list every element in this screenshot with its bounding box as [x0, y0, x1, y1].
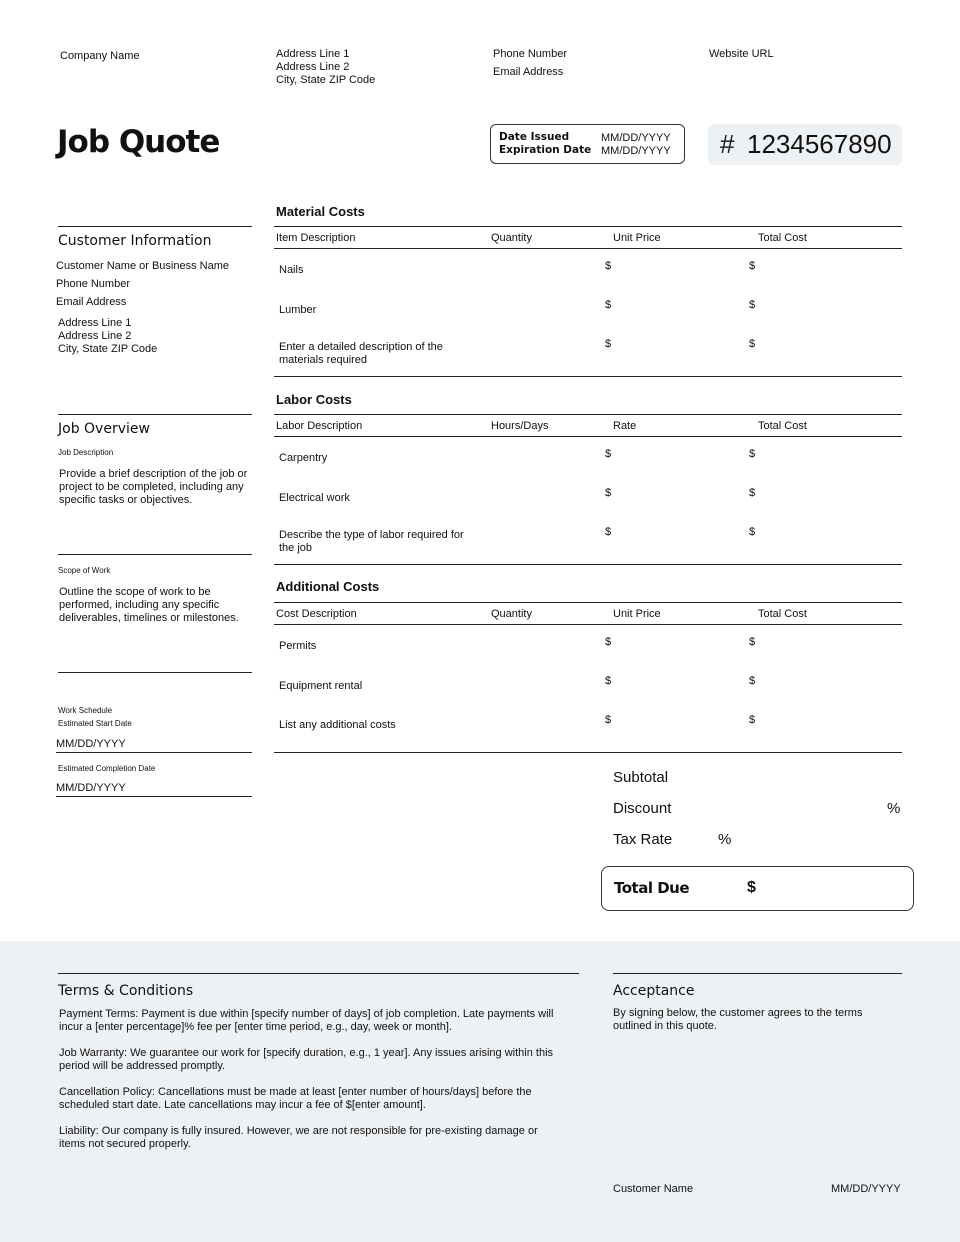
company-address — [276, 48, 375, 87]
terms-heading: Terms & Conditions — [58, 983, 194, 999]
customer-heading: Customer Information — [58, 233, 212, 249]
terms-warranty: Job Warranty: We guarantee our work for [specify duration, e.g., 1 year]. Any issues arising within this period will be addressed promptly. — [59, 1047, 554, 1072]
material-row-total[interactable]: $ — [749, 260, 756, 272]
material-header-top-rule — [274, 226, 902, 227]
terms-divider — [58, 973, 579, 974]
job-overview-divider — [58, 414, 252, 415]
company-email: Email Address — [493, 66, 564, 78]
additional-header-top-rule — [274, 602, 902, 603]
signature-date[interactable]: MM/DD/YYYY — [831, 1183, 901, 1195]
company-phone: Phone Number — [493, 48, 567, 60]
date-issued-value[interactable]: MM/DD/YYYY — [601, 132, 671, 144]
start-date-value[interactable]: MM/DD/YYYY — [56, 738, 126, 750]
customer-address-line-2: Address Line 2 — [58, 330, 132, 342]
material-row-unit-price[interactable]: $ — [605, 338, 612, 350]
material-row-unit-price[interactable]: $ — [605, 299, 612, 311]
material-row-unit-price[interactable]: $ — [605, 260, 612, 272]
tax-rate-label: Tax Rate — [613, 831, 673, 848]
date-issued-label: Date Issued — [499, 131, 570, 143]
labor-col-description: Labor Description — [276, 420, 363, 432]
labor-row-rate[interactable]: $ — [605, 487, 612, 499]
customer-divider — [58, 226, 252, 227]
job-description-divider — [58, 554, 252, 555]
labor-col-rate: Rate — [613, 420, 637, 432]
customer-email[interactable]: Email Address — [56, 296, 127, 308]
material-bottom-rule — [274, 376, 902, 377]
quote-number-box — [708, 124, 902, 165]
additional-row-total[interactable]: $ — [749, 636, 756, 648]
material-col-description: Item Description — [276, 232, 356, 244]
tax-rate-percent[interactable]: % — [718, 831, 732, 848]
quote-number[interactable]: 1234567890 — [747, 129, 892, 159]
address-city: City, State ZIP Code — [276, 74, 376, 86]
labor-row-total[interactable]: $ — [749, 487, 756, 499]
additional-row-unit-price[interactable]: $ — [605, 714, 612, 726]
discount-label: Discount — [613, 800, 672, 817]
work-schedule-label: Work Schedule — [58, 706, 113, 715]
acceptance-heading: Acceptance — [613, 983, 695, 999]
acceptance-text: By signing below, the customer agrees to the terms outlined in this quote. — [613, 1007, 863, 1032]
additional-row-description[interactable]: List any additional costs — [279, 719, 396, 731]
job-description-text[interactable]: Provide a brief description of the job or project to be completed, including any specific tasks or objectives. — [59, 468, 248, 506]
expiration-date-label: Expiration Date — [499, 144, 592, 156]
acceptance-divider — [613, 973, 902, 974]
company-name: Company Name — [60, 50, 140, 62]
company-website: Website URL — [709, 48, 774, 60]
terms-payment: Payment Terms: Payment is due within [specify number of days] of job completion. Late payments will incur a [enter percentage]% fee per [enter time period, e.g., day, week or month]. — [59, 1008, 554, 1033]
terms-cancellation: Cancellation Policy: Cancellations must be made at least [enter number of hours/days] before the scheduled start date. Late cancellations may incur a fee of $[enter amount]. — [59, 1086, 532, 1111]
labor-row-rate[interactable]: $ — [605, 448, 612, 460]
labor-bottom-rule — [274, 564, 902, 565]
expiration-date-value[interactable]: MM/DD/YYYY — [601, 145, 671, 157]
start-date-underline — [56, 752, 252, 753]
additional-col-description: Cost Description — [276, 608, 357, 620]
customer-signature-name[interactable]: Customer Name — [613, 1183, 694, 1195]
total-due-box — [601, 866, 914, 911]
terms-liability: Liability: Our company is fully insured. However, we are not responsible for pre-existing damage or items not secured properly. — [59, 1125, 538, 1150]
labor-row-rate[interactable]: $ — [605, 526, 612, 538]
material-costs-title: Material Costs — [276, 204, 365, 219]
additional-col-total: Total Cost — [758, 608, 807, 620]
scope-text[interactable]: Outline the scope of work to be performed, including any specific deliverables, timelines or milestones. — [59, 586, 239, 624]
material-row-description[interactable]: Lumber — [279, 304, 317, 316]
additional-row-total[interactable]: $ — [749, 714, 756, 726]
customer-phone[interactable]: Phone Number — [56, 278, 130, 290]
completion-date-label: Estimated Completion Date — [58, 764, 156, 773]
job-description-label: Job Description — [58, 448, 114, 457]
additional-row-description[interactable]: Permits — [279, 640, 317, 652]
hash-symbol: # — [720, 129, 735, 159]
labor-row-description[interactable]: Describe the type of labor required for the job — [279, 529, 464, 554]
completion-date-value[interactable]: MM/DD/YYYY — [56, 782, 126, 794]
additional-bottom-rule — [274, 752, 902, 753]
subtotal-label: Subtotal — [613, 769, 669, 786]
discount-percent[interactable]: % — [887, 800, 901, 817]
labor-header-top-rule — [274, 414, 902, 415]
additional-header-bottom-rule — [274, 624, 902, 625]
footer — [0, 941, 960, 1242]
labor-row-description[interactable]: Carpentry — [279, 452, 328, 464]
labor-costs-title: Labor Costs — [276, 392, 352, 407]
additional-row-description[interactable]: Equipment rental — [279, 680, 363, 692]
material-row-total[interactable]: $ — [749, 338, 756, 350]
additional-row-unit-price[interactable]: $ — [605, 675, 612, 687]
customer-name[interactable]: Customer Name or Business Name — [56, 260, 230, 272]
completion-date-underline — [56, 796, 252, 797]
material-col-quantity: Quantity — [491, 232, 532, 244]
customer-address-line-1: Address Line 1 — [58, 317, 132, 329]
customer-address[interactable] — [58, 317, 157, 356]
material-row-description[interactable]: Enter a detailed description of the materials required — [279, 341, 443, 366]
labor-row-total[interactable]: $ — [749, 448, 756, 460]
customer-address-city: City, State ZIP Code — [58, 343, 158, 355]
labor-row-total[interactable]: $ — [749, 526, 756, 538]
material-row-total[interactable]: $ — [749, 299, 756, 311]
material-col-unit-price: Unit Price — [613, 232, 661, 244]
total-due-label: Total Due — [614, 879, 690, 897]
page-title: Job Quote — [57, 124, 220, 160]
additional-col-quantity: Quantity — [491, 608, 532, 620]
terms-body — [59, 1008, 564, 1151]
start-date-label: Estimated Start Date — [58, 719, 132, 728]
date-box — [490, 124, 685, 164]
total-due-value[interactable]: $ — [747, 879, 756, 896]
job-overview-heading: Job Overview — [58, 421, 150, 437]
material-row-description[interactable]: Nails — [279, 264, 304, 276]
scope-divider — [58, 672, 252, 673]
labor-header-bottom-rule — [274, 436, 902, 437]
labor-col-total: Total Cost — [758, 420, 807, 432]
scope-label: Scope of Work — [58, 566, 111, 575]
labor-col-hours: Hours/Days — [491, 420, 549, 432]
address-line-2: Address Line 2 — [276, 61, 350, 73]
material-col-total: Total Cost — [758, 232, 807, 244]
additional-row-unit-price[interactable]: $ — [605, 636, 612, 648]
additional-costs-title: Additional Costs — [276, 579, 380, 594]
material-header-bottom-rule — [274, 248, 902, 249]
additional-row-total[interactable]: $ — [749, 675, 756, 687]
additional-col-unit-price: Unit Price — [613, 608, 661, 620]
labor-row-description[interactable]: Electrical work — [279, 492, 350, 504]
address-line-1: Address Line 1 — [276, 48, 350, 60]
